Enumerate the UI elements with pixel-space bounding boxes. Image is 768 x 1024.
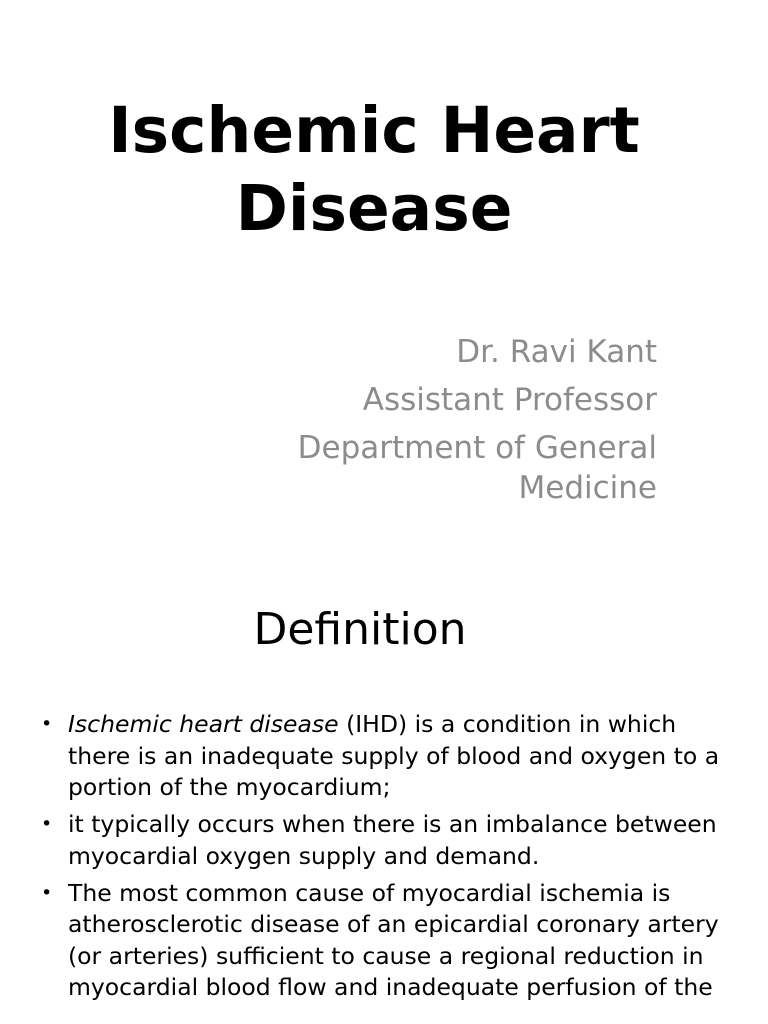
definition-heading: Definition	[253, 604, 467, 655]
list-item	[40, 709, 730, 804]
bullet-icon: •	[41, 813, 53, 835]
slide-title	[0, 92, 748, 248]
emphasized-term: Ischemic heart disease	[68, 710, 339, 738]
presenter-position: Assistant Professor	[362, 382, 657, 418]
presenter-department-line-1: Department of General	[297, 430, 657, 466]
bullet-text: (IHD) is a condition in which there is an inadequate supply of blood and oxygen to a portion of the myocardium;	[68, 710, 720, 801]
title-line-1: Ischemic Heart	[108, 94, 640, 167]
definition-slide	[0, 576, 768, 1024]
presenter-name: Dr. Ravi Kant	[456, 334, 657, 370]
bullet-text: it typically occurs when there is an imbalance between myocardial oxygen supply and demand.	[68, 810, 717, 870]
bullet-icon: •	[41, 713, 53, 735]
bullet-icon: •	[41, 881, 53, 904]
presenter-department-line-2: Medicine	[518, 470, 657, 506]
definition-bullet-list	[40, 709, 730, 1009]
presenter-info	[187, 332, 657, 508]
list-item	[40, 878, 730, 1004]
bullet-text: The most common cause of myocardial ischemia is atherosclerotic disease of an epicardial coronary artery (or arteries) sufficient to cause a regional reduction in myocardial blood flow and inadequate perfusion of the	[68, 878, 719, 1001]
title-line-2: Disease	[235, 172, 513, 245]
list-item	[40, 809, 730, 872]
